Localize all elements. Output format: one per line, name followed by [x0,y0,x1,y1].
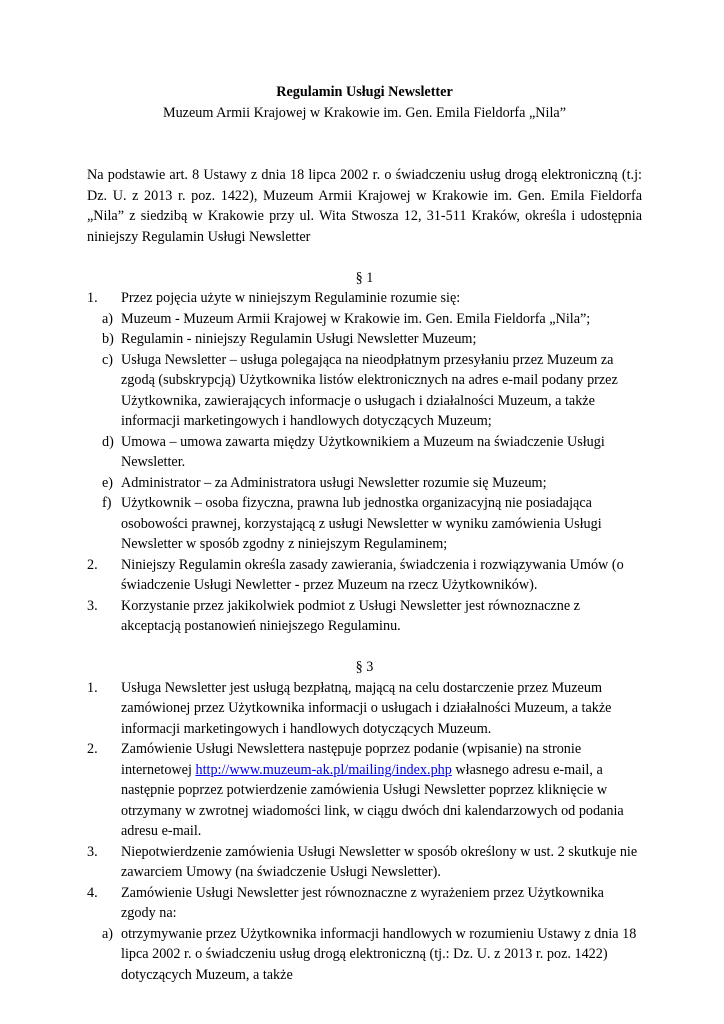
section-3-heading: § 3 [355,659,374,675]
item-text: Niniejszy Regulamin określa zasady zawierania, świadczenia i rozwiązywania Umów (o świadczenie Usługi Newletter - przez Muzeum na rzecz Użytkowników). [121,556,624,593]
section-3-item-4 [87,883,642,986]
sub-label: a) [102,925,114,942]
sub-label: d) [102,433,114,450]
sub-text: Regulamin - niniejszy Regulamin Usługi Newsletter Muzeum; [121,331,477,347]
item-number: 1. [87,679,98,696]
item-text: Korzystanie przez jakikolwiek podmiot z Usługi Newsletter jest równoznaczne z akceptacją postanowień niniejszego Regulaminu. [121,597,580,634]
consent-a [102,924,642,986]
item-text-before-link: Zamówienie Usługi Newslettera następuje poprzez podanie (wpisanie) na stronie internetowej [121,741,582,778]
item-number: 1. [87,290,98,306]
item-number: 3. [87,843,98,860]
item-text: Niepotwierdzenie zamówienia Usługi Newsletter w sposób określony w ust. 2 skutkuje nie zawarciem Umowy (na świadczenie Usługi Newsletter). [121,843,638,880]
document-title: Regulamin Usługi Newsletter [276,84,453,100]
definitions-list [102,309,642,555]
section-1-item-3 [87,596,642,637]
document-subtitle: Muzeum Armii Krajowej w Krakowie im. Gen. Emila Fieldorfa „Nila” [162,104,567,121]
sub-label: a) [102,310,114,327]
item-text [121,739,642,842]
sub-text: Użytkownik – osoba fizyczna, prawna lub jednostka organizacyjną nie posiadająca osobowości prawnej, korzystającą z usługi Newsletter w wyniku zamówienia Usługi Newsletter w sposób zgodny z niniejszym Regulaminem; [121,495,602,552]
sub-label: b) [102,331,114,347]
item-text: Zamówienie Usługi Newsletter jest równoznaczne z wyrażeniem przez Użytkownika zgody na: [121,884,604,921]
definition-b [102,329,642,350]
section-3-item-3 [87,842,642,883]
section-3-list [87,678,642,986]
item-number: 2. [87,556,98,573]
section-1-item-1 [87,288,642,555]
newsletter-signup-link[interactable]: http://www.muzeum-ak.pl/mailing/index.php [195,761,452,778]
item-number: 2. [87,741,98,757]
item-text-after-link: własnego adresu e-mail, a następnie poprzez potwierdzenie zamówienia Usługi Newsletter poprzez kliknięcie w otrzymany w zwrotnej wiadomości link, w ciągu dwóch dni kalendarzowych od podania adresu e-mail. [121,761,624,839]
section-1-list [87,288,642,637]
item-text: Usługa Newsletter jest usługą bezpłatną, mającą na celu dostarczenie przez Muzeum zamówionej przez Użytkownika informacji o usługach i działalności Muzeum, a także informacji marketingowych i handlowych dotyczących Muzeum. [121,679,612,737]
item-number: 4. [87,884,98,901]
sub-text: Muzeum - Muzeum Armii Krajowej w Krakowie im. Gen. Emila Fieldorfa „Nila”; [121,310,591,327]
sub-label: f) [102,495,112,511]
sub-text: Umowa – umowa zawarta między Użytkownikiem a Muzeum na świadczenie Usługi Newsletter. [121,433,605,470]
sub-label: c) [102,351,114,368]
sub-text: Administrator – za Administratora usługi Newsletter rozumie się Muzeum; [121,474,547,491]
definition-d [102,432,642,473]
definition-f [102,493,642,555]
section-3-item-2 [87,739,642,842]
sub-text: Usługa Newsletter – usługa polegająca na nieodpłatnym przesyłaniu przez Muzeum za zgodą (subskrypcją) Użytkownika listów elektronicznych na adres e-mail podany przez Użytkownika, zawierających informacje o usługach i działalności Muzeum, a także informacji marketingowych i handlowych dotyczących Muzeum; [121,351,618,429]
item-text: Przez pojęcia użyte w niniejszym Regulaminie rozumie się: [121,290,461,306]
section-1-item-2 [87,555,642,596]
definition-a [102,309,642,330]
intro-paragraph: Na podstawie art. 8 Ustawy z dnia 18 lipca 2002 r. o świadczeniu usług drogą elektroniczną (t.j: Dz. U. z 2013 r. poz. 1422), Muzeum Armii Krajowej w Krakowie im. Gen. Emila Fieldorfa „Nila” z siedzibą w Krakowie przy ul. Wita Stwosza 12, 31-511 Kraków, określa i udostępnia niniejszy Regulamin Usługi Newsletter [87,167,642,245]
consent-list [102,924,642,986]
sub-text: otrzymywanie przez Użytkownika informacji handlowych w rozumieniu Ustawy z dnia 18 lipca 2002 r. o świadczeniu usług drogą elektroniczną (tj.: Dz. U. z 2013 r. poz. 1422) dotyczących Muzeum, a także [121,925,637,983]
section-3-item-1 [87,678,642,740]
definition-e [102,473,642,494]
sub-label: e) [102,474,114,491]
section-1-heading: § 1 [355,269,374,286]
definition-c [102,350,642,432]
item-number: 3. [87,597,98,614]
